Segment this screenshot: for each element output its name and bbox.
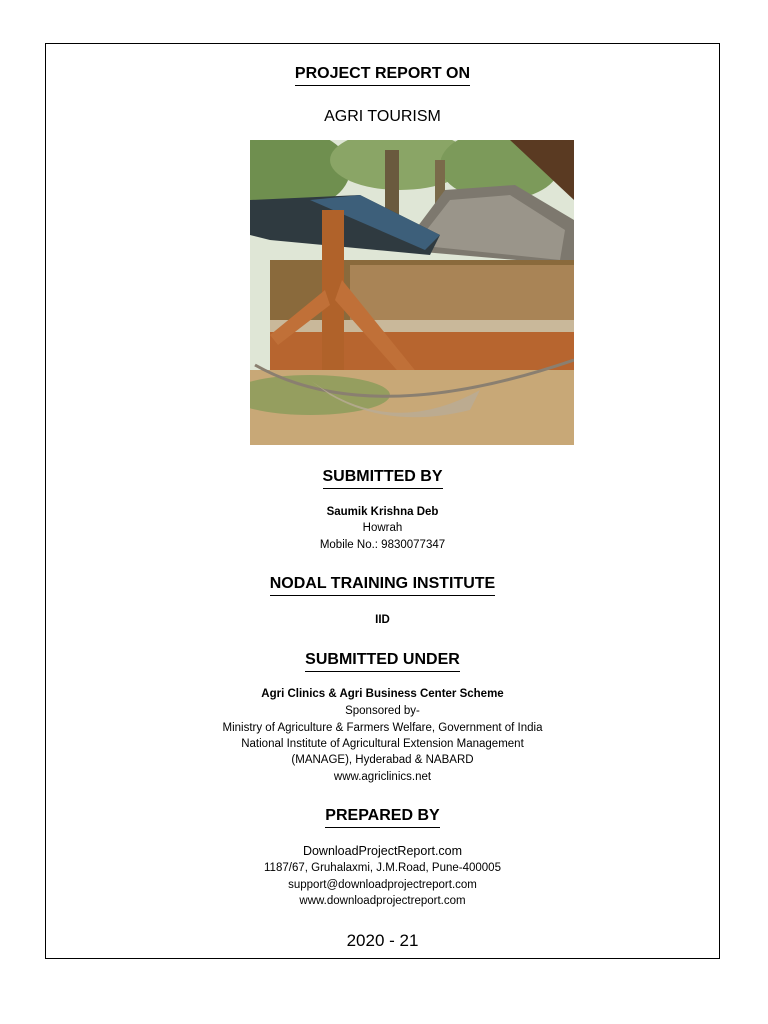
preparer-company: DownloadProjectReport.com: [302, 844, 463, 858]
submitter-mobile: Mobile No.: 9830077347: [319, 539, 446, 551]
sponsor-website: www.agriclinics.net: [333, 771, 432, 783]
sponsor-line: Sponsored by-: [345, 705, 420, 717]
submitted-under-heading-row: [46, 650, 719, 672]
submitted-under-heading: SUBMITTED UNDER: [305, 650, 460, 672]
submitter-name: Saumik Krishna Deb: [326, 506, 439, 518]
preparer-address: 1187/67, Gruhalaxmi, J.M.Road, Pune-400005: [264, 862, 501, 874]
scheme-name: Agri Clinics & Agri Business Center Scheme: [261, 688, 504, 700]
report-title: PROJECT REPORT ON: [295, 64, 470, 86]
project-name: AGRI TOURISM: [324, 108, 441, 125]
submitted-by-heading: SUBMITTED BY: [323, 467, 443, 489]
prepared-by-heading-row: [46, 806, 719, 828]
hut-illustration: [250, 140, 574, 445]
sponsor-line: Ministry of Agriculture & Farmers Welfare, Government of India: [222, 722, 543, 734]
preparer-email: support@downloadprojectreport.com: [288, 879, 477, 891]
nodal-heading: NODAL TRAINING INSTITUTE: [270, 574, 495, 596]
prepared-by-heading: PREPARED BY: [325, 806, 439, 828]
page-border: [45, 43, 720, 959]
sponsor-line: National Institute of Agricultural Extension Management: [241, 738, 524, 750]
cover-photo: [250, 140, 574, 445]
submitted-by-heading-row: [46, 467, 719, 489]
preparer-website: www.downloadprojectreport.com: [299, 895, 466, 907]
report-year: 2020 - 21: [346, 931, 419, 950]
nodal-institute-name: IID: [375, 614, 390, 626]
nodal-heading-row: [46, 574, 719, 596]
submitter-place: Howrah: [362, 522, 403, 534]
report-title-row: [46, 64, 719, 86]
sponsor-line: (MANAGE), Hyderabad & NABARD: [291, 754, 474, 766]
project-name-row: [46, 107, 719, 127]
